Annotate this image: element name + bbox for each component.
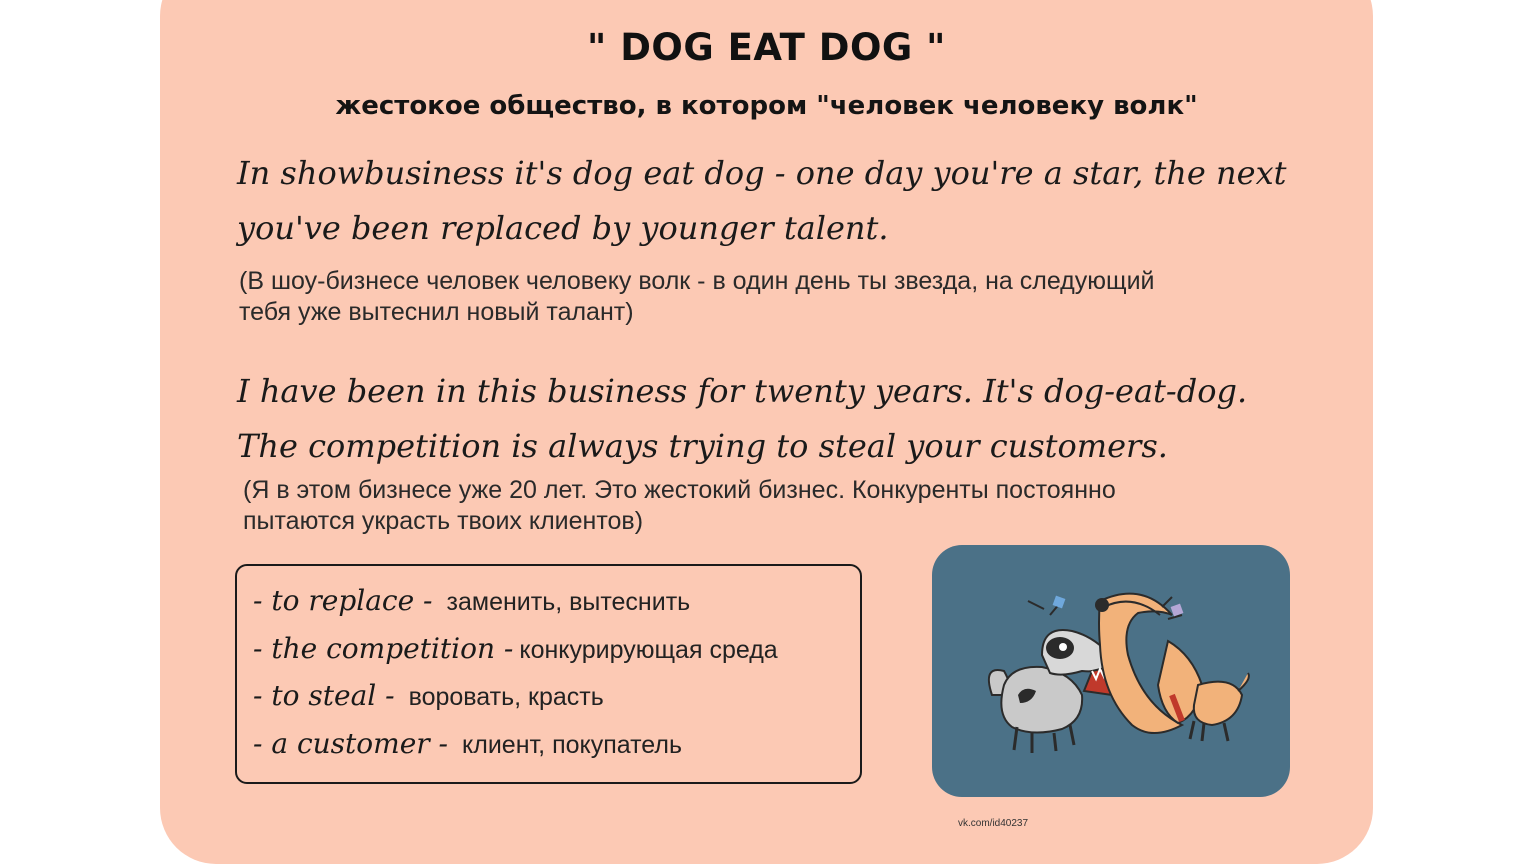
vocab-translation: конкурирующая среда — [519, 636, 778, 664]
vocab-item — [253, 584, 690, 617]
example2-english-line2: The competition is always trying to steal your customers. — [237, 427, 1168, 465]
vocab-term: - to replace - — [253, 584, 433, 617]
two-dogs-illustration — [932, 545, 1290, 797]
example1-english-line2: you've been replaced by younger talent. — [237, 209, 889, 247]
page-subtitle: жестокое общество, в котором "человек человеку волк" — [335, 91, 1198, 121]
vocab-item — [253, 632, 778, 665]
vocab-term: - the competition - — [253, 632, 514, 665]
vocab-translation: заменить, вытеснить — [446, 588, 691, 616]
example1-english-line1: In showbusiness it's dog eat dog - one day you're a star, the next — [237, 154, 1287, 192]
vocab-item — [253, 679, 604, 712]
example2-russian-line1: (Я в этом бизнесе уже 20 лет. Это жестокий бизнес. Конкуренты постоянно — [243, 476, 1116, 504]
example1-russian-line1: (В шоу-бизнесе человек человеку волк - в один день ты звезда, на следующий — [239, 267, 1155, 295]
page-title: " DOG EAT DOG " — [587, 26, 946, 69]
vocab-translation: воровать, красть — [408, 683, 604, 711]
orange-dog-shape — [1095, 594, 1249, 741]
vocabulary-box — [235, 564, 862, 784]
vocab-item — [253, 727, 682, 760]
dogs-icon — [932, 545, 1290, 797]
vocab-term: - to steal - — [253, 679, 395, 712]
example2-russian-line2: пытаются украсть твоих клиентов) — [243, 507, 644, 535]
vocab-term: - a customer - — [253, 727, 449, 760]
vocab-translation: клиент, покупатель — [462, 731, 682, 759]
example1-russian-line2: тебя уже вытеснил новый талант) — [239, 298, 634, 326]
source-credit[interactable]: vk.com/id40237 — [958, 818, 1029, 829]
example2-english-line1: I have been in this business for twenty years. It's dog-eat-dog. — [237, 372, 1248, 410]
